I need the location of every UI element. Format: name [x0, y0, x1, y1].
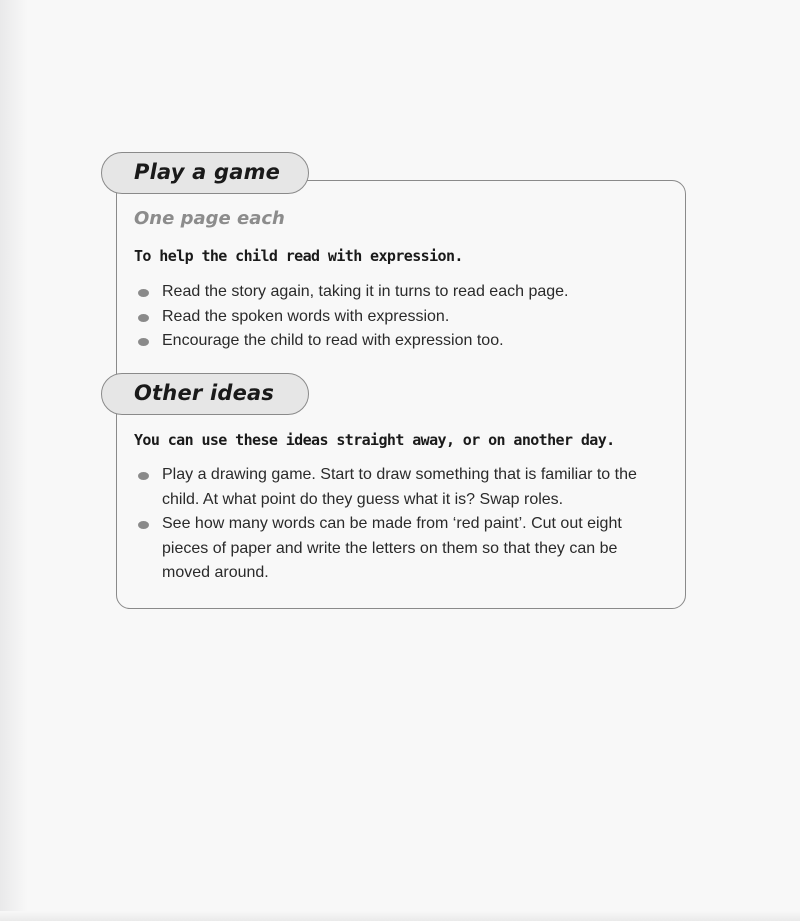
page-bottom-shadow	[0, 911, 800, 921]
list-item	[134, 305, 664, 330]
list-item	[134, 512, 669, 586]
list-item	[134, 463, 669, 512]
section-lead: To help the child read with expression.	[134, 247, 463, 265]
section-heading: Other ideas	[134, 381, 275, 405]
list-item-text: Read the story again, taking it in turns to read each page.	[162, 283, 569, 300]
section-heading: Play a game	[134, 160, 281, 184]
list-item-text: Play a drawing game. Start to draw something that is familiar to the child. At what point do they guess what it is? Swap roles.	[162, 466, 637, 508]
section-tab-other-ideas	[101, 373, 309, 415]
list-item	[134, 329, 664, 354]
section-lead: You can use these ideas straight away, or on another day.	[134, 431, 615, 449]
bullet-icon	[138, 314, 149, 322]
bullet-icon	[138, 521, 149, 529]
list-item	[134, 280, 664, 305]
activity-subheading: One page each	[134, 208, 285, 229]
section-tab-play-a-game	[101, 152, 309, 194]
list-item-text: Read the spoken words with expression.	[162, 307, 450, 325]
bullet-icon	[138, 289, 149, 297]
bullet-list	[134, 280, 664, 354]
bullet-list	[134, 463, 669, 586]
list-item-text: Encourage the child to read with expression too.	[162, 332, 504, 349]
list-item-text: See how many words can be made from ‘red paint’. Cut out eight pieces of paper and write the letters on them so that they can be moved around.	[162, 515, 622, 581]
bullet-icon	[138, 338, 149, 346]
bullet-icon	[138, 472, 149, 480]
page-edge-shadow	[0, 0, 28, 921]
